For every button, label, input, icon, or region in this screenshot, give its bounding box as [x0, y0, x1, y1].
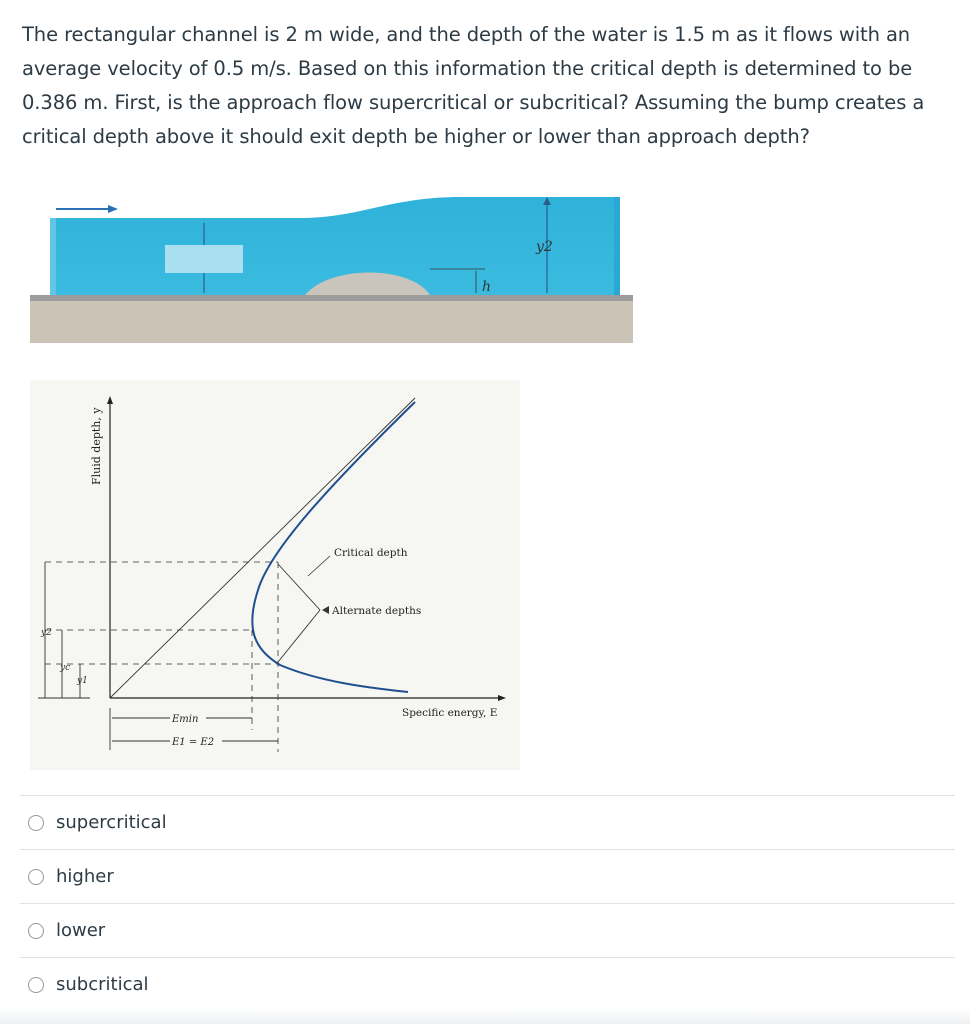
bump-height-label: h	[482, 279, 492, 295]
answer-option[interactable]	[20, 957, 955, 1011]
channel-bed	[30, 295, 633, 343]
alternate-depths-label: Alternate depths	[332, 605, 422, 617]
critical-depth-label: Critical depth	[334, 547, 408, 559]
exit-depth-label: y2	[536, 239, 553, 255]
e1-e2-label: E1 = E2	[172, 737, 215, 748]
bottom-fade	[0, 1008, 970, 1024]
yc-marker-label: yc	[60, 663, 71, 673]
y-axis-label: Fluid depth, y	[90, 407, 103, 485]
label-box	[165, 245, 243, 273]
emin-label: Emin	[172, 714, 199, 725]
answer-option[interactable]	[20, 795, 955, 849]
answer-label: higher	[56, 866, 114, 887]
question-text: The rectangular channel is 2 m wide, and the depth of the water is 1.5 m as it flows with an average velocity of 0.5 m/s. Based on this information the critical depth is determined to be 0.386 m. First, is the approach flow supercritical or subcritical? Assuming the bump creates a critical depth above it should exit depth be higher or lower than approach depth?	[22, 23, 925, 148]
answer-label: subcritical	[56, 974, 149, 995]
answer-option[interactable]	[20, 849, 955, 903]
channel-bump-figure	[30, 185, 635, 355]
radio-button[interactable]	[28, 977, 44, 993]
answer-option[interactable]	[20, 903, 955, 957]
radio-button[interactable]	[28, 815, 44, 831]
y2-marker-label: y2	[41, 628, 52, 638]
answer-list	[20, 795, 955, 1011]
radio-button[interactable]	[28, 923, 44, 939]
specific-energy-diagram	[30, 380, 520, 770]
radio-button[interactable]	[28, 869, 44, 885]
y1-marker-label: y1	[77, 676, 88, 686]
answer-label: supercritical	[56, 812, 167, 833]
answer-label: lower	[56, 920, 106, 941]
x-axis-label: Specific energy, E	[402, 707, 498, 719]
